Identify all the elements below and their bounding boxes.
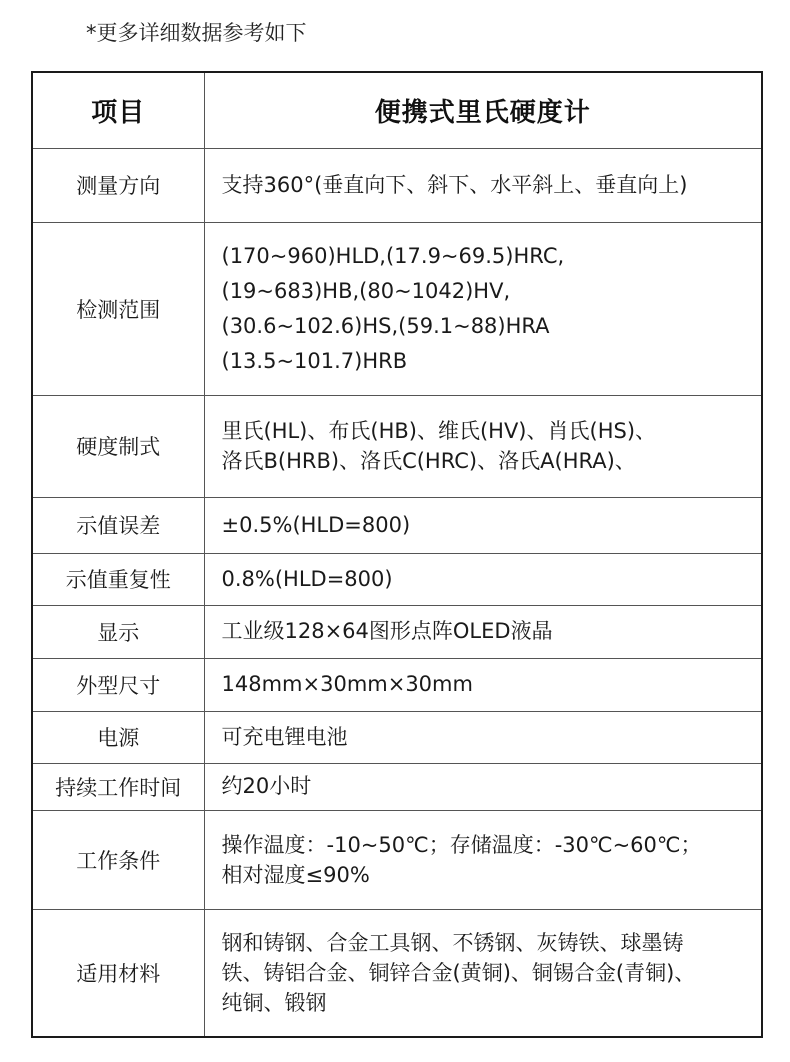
row-value — [204, 553, 762, 605]
row-label: 外型尺寸 — [32, 658, 204, 711]
row-value — [204, 222, 762, 395]
table-row-display — [32, 605, 762, 658]
row-value — [204, 711, 762, 763]
table-row-dimensions — [32, 658, 762, 711]
row-value — [204, 763, 762, 810]
table-row-range — [32, 222, 762, 395]
row-value — [204, 148, 762, 222]
table-row-materials — [32, 909, 762, 1037]
value-line: 铁、铸铝合金、铜锌合金(黄铜)、铜锡合金(青铜)、 — [221, 960, 696, 985]
value-line: 0.8%(HLD=800) — [221, 566, 393, 591]
table-header-row — [32, 72, 762, 148]
row-label: 工作条件 — [32, 810, 204, 909]
row-value — [204, 658, 762, 711]
value-line: 钢和铸钢、合金工具钢、不锈钢、灰铸铁、球墨铸 — [221, 930, 684, 955]
row-label: 示值误差 — [32, 497, 204, 553]
table-row-runtime — [32, 763, 762, 810]
row-value — [204, 497, 762, 553]
value-line: 工业级128×64图形点阵OLED液晶 — [221, 619, 553, 643]
table-row-scales — [32, 395, 762, 497]
row-value — [204, 605, 762, 658]
value-line: 可充电锂电池 — [221, 724, 348, 749]
row-label: 显示 — [32, 605, 204, 658]
row-value — [204, 909, 762, 1037]
row-label: 适用材料 — [32, 909, 204, 1037]
row-label: 硬度制式 — [32, 395, 204, 497]
value-line: 支持360°(垂直向下、斜下、水平斜上、垂直向上) — [221, 172, 688, 197]
table-row-error — [32, 497, 762, 553]
table-row-conditions — [32, 810, 762, 909]
value-line: 148mm×30mm×30mm — [221, 672, 473, 696]
value-line: (19~683)HB,(80~1042)HV, — [221, 278, 511, 303]
row-label: 示值重复性 — [32, 553, 204, 605]
value-line: (30.6~102.6)HS,(59.1~88)HRA — [221, 313, 550, 338]
header-product: 便携式里氏硬度计 — [204, 72, 762, 148]
spec-table — [31, 71, 763, 1038]
value-line: 纯铜、锻钢 — [221, 990, 327, 1015]
value-line: 相对湿度≤90% — [221, 862, 370, 887]
value-line: (170~960)HLD,(17.9~69.5)HRC, — [221, 243, 565, 268]
row-label: 持续工作时间 — [32, 763, 204, 810]
value-line: 约20小时 — [221, 774, 312, 798]
value-line: (13.5~101.7)HRB — [221, 348, 408, 373]
row-value — [204, 810, 762, 909]
intro-note: *更多详细数据参考如下 — [86, 21, 307, 45]
row-label: 电源 — [32, 711, 204, 763]
value-line: ±0.5%(HLD=800) — [221, 512, 411, 537]
row-label: 检测范围 — [32, 222, 204, 395]
header-item: 项目 — [32, 72, 204, 148]
table-row-power — [32, 711, 762, 763]
value-line: 操作温度：-10~50℃；存储温度：-30℃~60℃； — [221, 832, 702, 857]
table-row-repeatability — [32, 553, 762, 605]
value-line: 里氏(HL)、布氏(HB)、维氏(HV)、肖氏(HS)、 — [221, 419, 657, 443]
row-value — [204, 395, 762, 497]
table-row-direction — [32, 148, 762, 222]
row-label: 测量方向 — [32, 148, 204, 222]
value-line: 洛氏B(HRB)、洛氏C(HRC)、洛氏A(HRA)、 — [221, 449, 636, 473]
